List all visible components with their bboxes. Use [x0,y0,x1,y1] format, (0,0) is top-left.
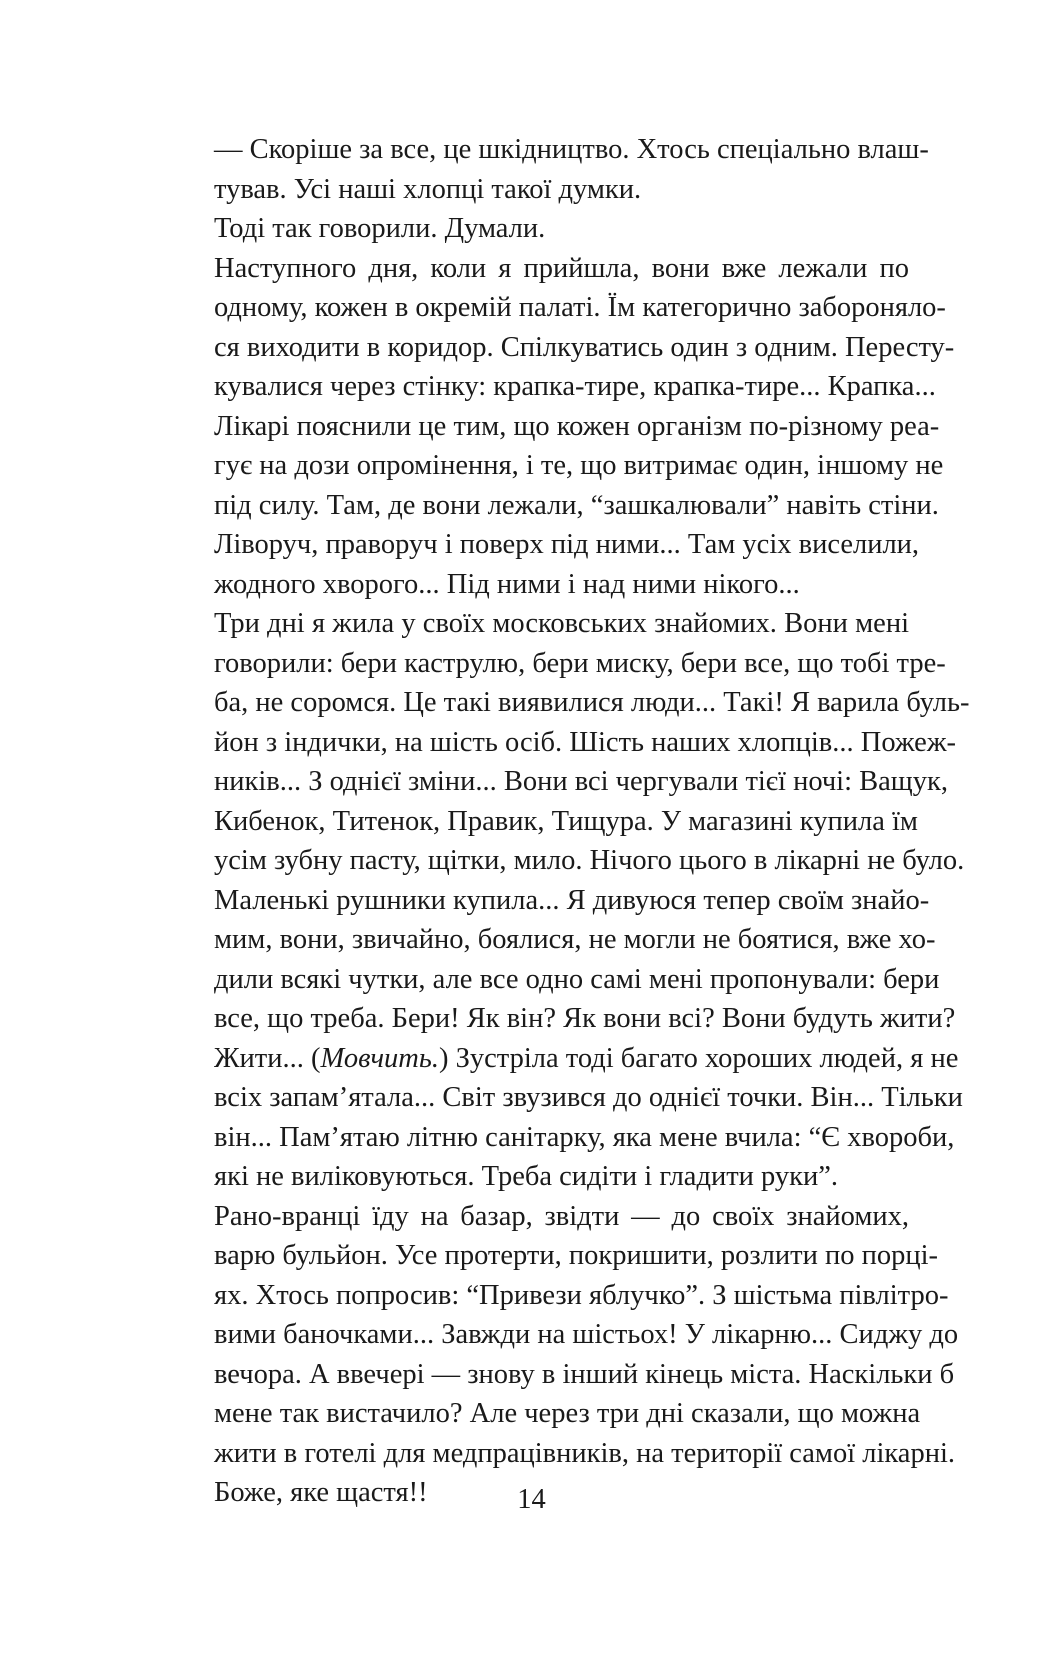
text-line: Наступного дня, коли я прийшла, вони вже лежали по [214,252,909,284]
text-line: які не виліковуються. Треба сидіти і гладити руки”. [214,1161,839,1192]
text-line: Маленькі рушники купила... Я дивуюся тепер своїм знайо- [214,884,930,916]
text-line: все, що треба. Бери! Як він? Як вони всі? Вони будуть жити? [214,1003,956,1034]
text-line: Тоді так говорили. Думали. [214,213,546,244]
text-line: вечора. А ввечері — знову в інший кінець міста. Наскільки б [214,1358,955,1390]
paragraph-5 [171,1197,959,1513]
text-line: жити в готелі для медпрацівників, на території самої лікарні. [214,1437,955,1469]
text-line: ся виходити в коридор. Спілкуватись один з одним. Пересту- [214,331,955,363]
text-line: — Скоріше за все, це шкідництво. Хтось спеціально влаш- [214,134,929,165]
text-line: він... Пам’ятаю літню санітарку, яка мене вчила: “Є хвороби, [214,1121,955,1153]
paragraph-2 [171,209,909,249]
text-line: під силу. Там, де вони лежали, “зашкалювали” навіть стіни. [214,489,939,521]
text-line: одному, кожен в окремій палаті. Їм категорично забороняло- [214,292,946,323]
text-line: мене так вистачило? Але через три дні сказали, що можна [214,1398,921,1429]
text-line: ників... З однієї зміни... Вони всі чергували тієї ночі: Ващук, [214,766,948,797]
page-number: 14 [517,1484,546,1515]
main-text [171,130,970,1513]
text-line: тував. Усі наші хлопці такої думки. [214,173,642,205]
text-line: Кибенок, Титенок, Правик, Тищура. У магазині купила їм [214,805,918,837]
text-line: Три дні я жила у своїх московських знайомих. Вони мені [214,608,909,639]
text-line: усім зубну пасту, щітки, мило. Нічого цього в лікарні не було. [214,845,965,876]
text-line: кувалися через стінку: крапка-тире, крапка-тире... Крапка... [214,371,936,402]
text-line: Лікарі пояснили це тим, що кожен організм по-різному реа- [214,410,940,442]
text-line: вими баночками... Завжди на шістьох! У лікарню... Сиджу до [214,1319,959,1350]
text-line: мим, вони, звичайно, боялися, не могли не боятися, вже хо- [214,924,936,955]
text-line: жодного хворого... Під ними і над ними нікого... [214,568,800,600]
text-line: дили всякі чутки, але все одно самі мені пропонували: бери [214,963,940,995]
text-line: йон з індички, на шість осіб. Шість наших хлопців... Пожеж- [214,726,957,758]
italic-remark: Мовчить. [320,1042,439,1074]
text-line: Рано-вранці їду на базар, звідти — до своїх знайомих, [214,1200,909,1232]
text-line-with-italic [171,1039,959,1079]
paragraph-4 [171,604,970,1197]
text-line: Ліворуч, праворуч і поверх під ними... Там усіх виселили, [214,529,920,560]
paragraph-1 [171,130,929,209]
text-line: гує на дози опромінення, і те, що витримає один, іншому не [214,450,944,481]
text-line: ба, не соромся. Це такі виявилися люди... Такі! Я варила буль- [214,687,970,718]
text-line: Боже, яке щастя!! [214,1477,428,1508]
text-fragment: Жити... ( [214,1042,321,1074]
paragraph-3 [171,249,955,605]
text-line: всіх запам’ятала... Світ звузився до однієї точки. Він... Тільки [214,1082,963,1113]
text-line: говорили: бери каструлю, бери миску, бери все, що тобі тре- [214,647,946,679]
text-line: ях. Хтось попросив: “Привези яблучко”. З шістьма півлітро- [214,1279,949,1311]
text-line: варю бульйон. Усе протерти, покришити, розлити по порці- [214,1240,938,1271]
text-fragment: ) Зустріла тоді багато хороших людей, я не [438,1042,959,1074]
